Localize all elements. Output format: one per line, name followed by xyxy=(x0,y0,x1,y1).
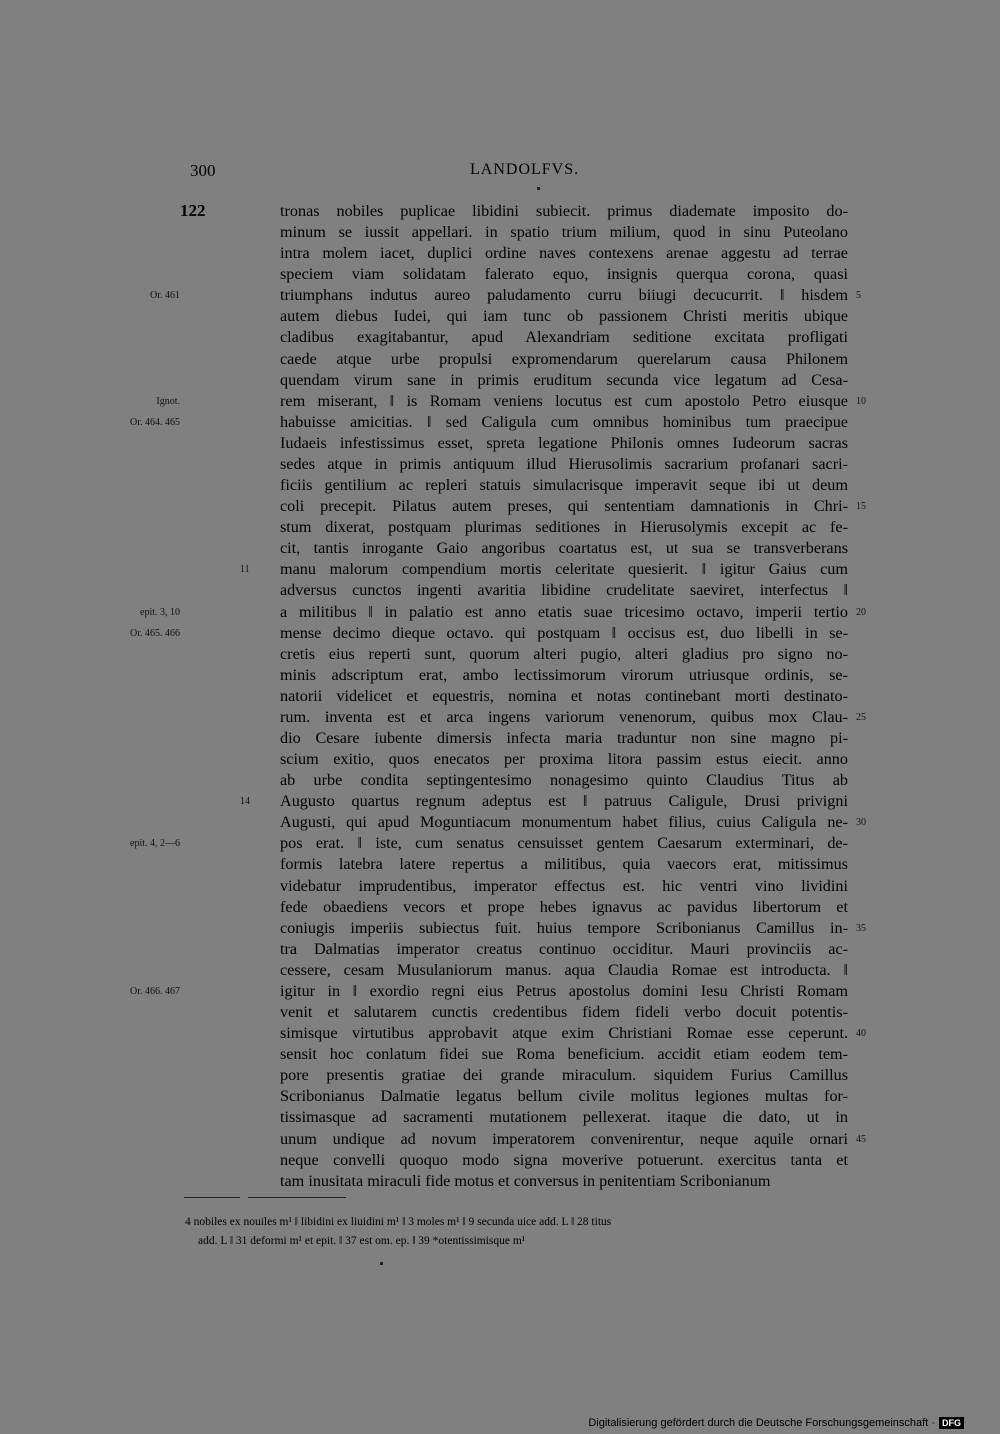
text-line: cladibus exagitabantur, apud Alexandriam seditione excitata profligati xyxy=(280,328,848,347)
text-line: Scribonianus Dalmatie legatus bellum civile molitus legiones multas for- xyxy=(280,1087,848,1106)
margin-note: Or. 465. 466 xyxy=(130,627,180,639)
line-number: 5 xyxy=(856,290,861,302)
text-line: autem diebus Iudei, qui iam tunc ob passionem Christi meritis ubique xyxy=(280,307,848,326)
text-line: videbatur imprudentibus, imperator effectus est. hic ventri vino lividini xyxy=(280,876,848,895)
text-line: tronas nobiles puplicae libidini subiecit. primus diademate imposito do- xyxy=(280,202,848,220)
credit-text: Digitalisierung gefördert durch die Deutsche Forschungsgemeinschaft · xyxy=(588,1417,935,1429)
text-line: intra molem iacet, duplici ordine naves contexens arenae aggestu ad terrae xyxy=(280,244,848,263)
text-line: triumphans indutus aureo paludamento curru biiugi decucurrit. ‖ hisdem xyxy=(280,286,848,305)
text-line: fede obaediens vecors et prope hebes ignavus ac pavidus libertorum et xyxy=(280,897,848,916)
page-number: 300 xyxy=(190,161,216,180)
text-line: rum. inventa est et arca ingens variorum venenorum, quibus mox Clau- xyxy=(280,707,848,726)
text-line: minum se iussit appellari. in spatio trium milium, quod in sinu Puteolano xyxy=(280,223,848,242)
margin-note: Or. 464. 465 xyxy=(130,416,180,428)
footnote-line: 4 nobiles ex nouiles m¹ ‖ libidini ex liuidini m¹ ‖ 3 moles m¹ ‖ 9 secunda uice add. L ‖ 28 titus xyxy=(185,1216,612,1228)
text-line: scium exitio, quos enecatos per proxima litora passim estus eiecit. anno xyxy=(280,750,848,769)
footnote-separator xyxy=(248,1197,346,1198)
section-marker: 11 xyxy=(240,564,250,576)
text-line: dio Cesare iubente dimersis infecta maria traduntur non sine magno pi- xyxy=(280,729,848,747)
text-line: Augusti, qui apud Moguntiacum monumentum habet filius, cuius Caligula ne- xyxy=(280,813,848,832)
text-line: rem miserant, ‖ is Romam veniens locutus est cum apostolo Petro eiusque xyxy=(280,391,848,410)
line-number: 45 xyxy=(856,1133,866,1145)
line-number: 25 xyxy=(856,711,866,723)
text-line: neque convelli quoquo modo signa moverive potuerunt. exercitus tanta et xyxy=(280,1150,848,1169)
chapter-number: 122 xyxy=(180,201,206,220)
text-line: a militibus ‖ in palatio est anno etatis suae tricesimo octavo, imperii tertio xyxy=(280,602,848,621)
text-line: caede atque urbe propulsi expromendarum querelarum causa Philonem xyxy=(280,349,848,368)
text-line: tam inusitata miraculi fide motus et conversus in penitentiam Scribonianum xyxy=(280,1171,771,1190)
text-line: cit, tantis inrogante Gaio angoribus coartatus est, ut sua se transverberans xyxy=(280,539,848,558)
text-line: pos erat. ‖ iste, cum senatus censuisset gentem Caesarum exterminari, de- xyxy=(280,834,848,853)
text-line: ab urbe condita septingentesimo nonagesimo quinto Claudius Titus ab xyxy=(280,771,848,790)
text-line: adversus cunctos ingenti avaritia libidine crudelitate saeviret, interfectus ‖ xyxy=(280,581,848,600)
dfg-logo: DFG xyxy=(939,1417,964,1429)
print-speck xyxy=(380,1262,383,1265)
text-line: natorii videlicet et equestris, nomina et notas continebant morti destinato- xyxy=(280,686,848,705)
text-line: venit et salutarem cunctis credentibus fidem fideli verbo docuit potentis- xyxy=(280,1003,848,1022)
text-line: tissimasque ad sacramenti mutationem pellexerat. itaque die dato, ut in xyxy=(280,1108,848,1127)
margin-note: Or. 461 xyxy=(150,290,180,302)
text-line: speciem viam solidatam falerato equo, insignis querqua corona, quasi xyxy=(280,265,848,284)
line-number: 40 xyxy=(856,1028,866,1040)
text-line: minis adscriptum erat, ambo lectissimorum virorum utriusque ordinis, se- xyxy=(280,665,848,684)
text-line: igitur in ‖ exordio regni eius Petrus apostolus domini Iesu Christi Romam xyxy=(280,981,848,1000)
print-speck xyxy=(537,187,540,190)
text-line: simisque virtutibus approbavit atque exim Christiani Romae esse ceperunt. xyxy=(280,1024,848,1043)
line-number: 30 xyxy=(856,817,866,829)
margin-note: Or. 466. 467 xyxy=(130,985,180,997)
line-number: 20 xyxy=(856,606,866,618)
line-number: 15 xyxy=(856,501,866,513)
margin-note: Ignot. xyxy=(156,395,180,407)
text-line: manu malorum compendium mortis celeritate quesierit. ‖ igitur Gaius cum xyxy=(280,560,848,579)
section-marker: 14 xyxy=(240,796,250,808)
text-line: pore presentis gratiae dei grande miraculum. siquidem Furius Camillus xyxy=(280,1066,848,1085)
text-line: stum dixerat, postquam plurimas seditiones in Hierusolymis excepit ac fe- xyxy=(280,518,848,537)
text-line: sensit hoc conlatum fidei sue Roma beneficium. accidit etiam eodem tem- xyxy=(280,1045,848,1064)
line-number: 10 xyxy=(856,395,866,407)
text-line: unum undique ad novum imperatorem convenirentur, neque aquile ornari xyxy=(280,1129,848,1148)
text-line: ficiis gentilium ac repleri statuis simulacrisque imperavit seque ibi ut deum xyxy=(280,476,848,495)
text-line: coli precepit. Pilatus autem preses, qui sententiam damnationis in Chri- xyxy=(280,497,848,516)
footnote-separator xyxy=(184,1197,240,1198)
text-line: habuisse amicitias. ‖ sed Caligula cum omnibus hominibus tum praecipue xyxy=(280,412,848,431)
text-line: cessere, cesam Musulaniorum manus. aqua Claudia Romae est introducta. ‖ xyxy=(280,960,848,979)
line-number: 35 xyxy=(856,922,866,934)
running-head: LANDOLFVS. xyxy=(470,161,580,178)
text-line: Iudaeis infestissimus esset, spreta legatione Philonis omnes Iudeorum sacras xyxy=(280,433,848,452)
digitization-credit xyxy=(588,1417,964,1429)
text-line: sedes atque in primis antiquum illud Hierusolimis sacrarium profanari sacri- xyxy=(280,454,848,473)
text-line: coniugis imperiis subiectus fuit. huius tempore Scribonianus Camillus in- xyxy=(280,918,848,937)
footnote-line: add. L ‖ 31 deformi m¹ et epit. ‖ 37 est om. ep. ‖ 39 *otentissimisque m¹ xyxy=(198,1235,526,1247)
text-line: cretis eius reperti sunt, quorum alteri pugio, alteri gladius pro signo no- xyxy=(280,644,848,663)
text-line: formis latebra latere repertus a militibus, quia vaecors erat, mitissimus xyxy=(280,855,848,874)
text-line: tra Dalmatias imperator creatus continuo occiditur. Mauri provinciis ac- xyxy=(280,939,848,958)
margin-note: epit. 3, 10 xyxy=(140,606,180,618)
margin-note: epit. 4, 2—6 xyxy=(130,838,180,850)
text-line: mense decimo dieque octavo. qui postquam ‖ occisus est, duo libelli in se- xyxy=(280,623,848,642)
text-line: quendam virum sane in primis eruditum secunda vice legatum ad Cesa- xyxy=(280,370,848,389)
text-line: Augusto quartus regnum adeptus est ‖ patruus Caligule, Drusi privigni xyxy=(280,792,848,811)
